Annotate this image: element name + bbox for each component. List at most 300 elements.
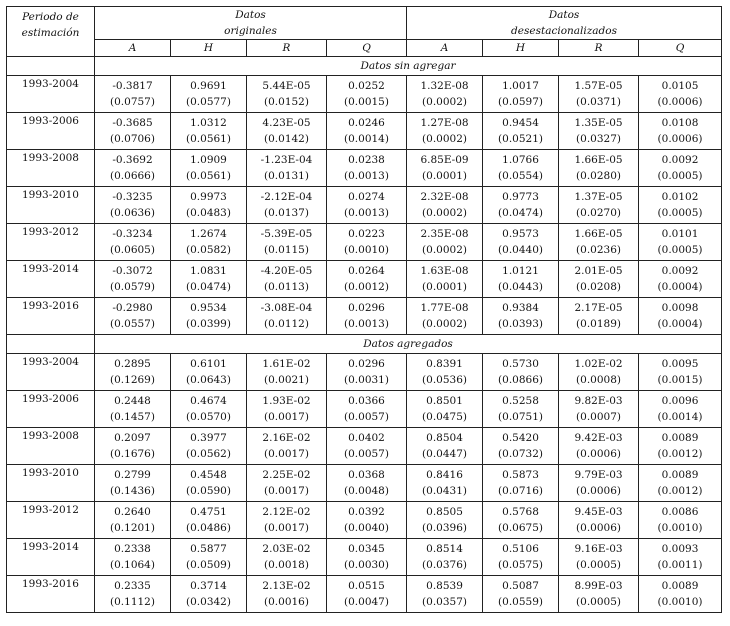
table-row bbox=[7, 76, 722, 113]
value-cell-a-des bbox=[407, 76, 483, 113]
header-row-columns bbox=[7, 40, 722, 57]
estimate-value: 0.0101 bbox=[661, 228, 699, 240]
results-table-container bbox=[6, 6, 722, 613]
period-cell: 1993-2008 bbox=[7, 428, 95, 465]
estimate-value: 0.2799 bbox=[114, 469, 151, 481]
table-row bbox=[7, 187, 722, 224]
estimate-value: 0.0089 bbox=[661, 432, 699, 444]
standard-error-value: (0.0014) bbox=[344, 133, 389, 145]
standard-error-value: (0.0005) bbox=[657, 170, 703, 182]
period-header-line1: Periodo de bbox=[22, 11, 79, 23]
value-cell-q bbox=[327, 354, 407, 391]
value-cell-q bbox=[327, 113, 407, 150]
estimate-value: 0.8514 bbox=[426, 543, 463, 555]
standard-error-value: (0.1436) bbox=[110, 485, 155, 497]
value-cell-q-des bbox=[639, 354, 722, 391]
period-cell: 1993-2016 bbox=[7, 298, 95, 335]
value-cell-q bbox=[327, 187, 407, 224]
value-cell-h bbox=[171, 298, 247, 335]
estimate-value: 0.0089 bbox=[661, 580, 699, 592]
standard-error-value: (0.0866) bbox=[498, 374, 543, 386]
standard-error-value: (0.0579) bbox=[110, 281, 155, 293]
value-cell-q bbox=[327, 465, 407, 502]
standard-error-value: (0.0006) bbox=[657, 96, 703, 108]
estimate-value: -4.20E-05 bbox=[260, 265, 313, 277]
col-header-h: H bbox=[171, 40, 247, 57]
standard-error-value: (0.0017) bbox=[264, 411, 309, 423]
estimate-value: 0.3714 bbox=[190, 580, 227, 592]
period-cell: 1993-2012 bbox=[7, 224, 95, 261]
standard-error-value: (0.0013) bbox=[344, 207, 389, 219]
estimate-value: 8.99E-03 bbox=[574, 580, 623, 592]
value-cell-h-des bbox=[483, 113, 559, 150]
standard-error-value: (0.0716) bbox=[498, 485, 543, 497]
standard-error-value: (0.0376) bbox=[422, 559, 467, 571]
period-cell: 1993-2006 bbox=[7, 113, 95, 150]
value-cell-h bbox=[171, 113, 247, 150]
standard-error-value: (0.0002) bbox=[422, 96, 467, 108]
period-cell: 1993-2012 bbox=[7, 502, 95, 539]
period-cell: 1993-2016 bbox=[7, 576, 95, 613]
col-header-q-des: Q bbox=[639, 40, 722, 57]
value-cell-a-des bbox=[407, 354, 483, 391]
table-row bbox=[7, 576, 722, 613]
value-cell-r-des bbox=[559, 576, 639, 613]
value-cell-h bbox=[171, 150, 247, 187]
value-cell-r bbox=[247, 465, 327, 502]
estimate-value: 0.5730 bbox=[502, 358, 539, 370]
standard-error-value: (0.0577) bbox=[186, 96, 231, 108]
value-cell-r-des bbox=[559, 428, 639, 465]
standard-error-value: (0.0006) bbox=[657, 133, 703, 145]
estimate-value: 0.5768 bbox=[502, 506, 539, 518]
value-cell-h-des bbox=[483, 354, 559, 391]
value-cell-h bbox=[171, 465, 247, 502]
estimate-value: 1.0766 bbox=[502, 154, 539, 166]
period-cell: 1993-2010 bbox=[7, 465, 95, 502]
estimate-value: 0.0402 bbox=[348, 432, 385, 444]
standard-error-value: (0.0142) bbox=[264, 133, 309, 145]
period-cell: 1993-2010 bbox=[7, 187, 95, 224]
standard-error-value: (0.0327) bbox=[576, 133, 621, 145]
value-cell-q-des bbox=[639, 224, 722, 261]
value-cell-a bbox=[95, 502, 171, 539]
estimate-value: 1.0909 bbox=[190, 154, 227, 166]
estimate-value: 0.0096 bbox=[661, 395, 699, 407]
value-cell-h-des bbox=[483, 298, 559, 335]
col-header-a-des: A bbox=[407, 40, 483, 57]
standard-error-value: (0.0006) bbox=[576, 448, 621, 460]
value-cell-r-des bbox=[559, 539, 639, 576]
standard-error-value: (0.0018) bbox=[264, 559, 309, 571]
estimate-value: -0.3234 bbox=[112, 228, 153, 240]
standard-error-value: (0.0048) bbox=[344, 485, 389, 497]
standard-error-value: (0.0447) bbox=[422, 448, 467, 460]
estimate-value: 1.02E-02 bbox=[574, 358, 623, 370]
col-header-q: Q bbox=[327, 40, 407, 57]
value-cell-a-des bbox=[407, 391, 483, 428]
estimate-value: 2.01E-05 bbox=[574, 265, 623, 277]
table-row bbox=[7, 465, 722, 502]
estimate-value: 0.9534 bbox=[190, 302, 227, 314]
estimate-value: 0.6101 bbox=[190, 358, 227, 370]
estimate-value: -5.39E-05 bbox=[260, 228, 313, 240]
estimate-value: 0.0092 bbox=[661, 265, 699, 277]
estimate-value: -0.3692 bbox=[112, 154, 153, 166]
period-header-line2: estimación bbox=[21, 27, 80, 39]
standard-error-value: (0.0582) bbox=[186, 244, 231, 256]
table-row bbox=[7, 354, 722, 391]
standard-error-value: (0.0057) bbox=[344, 411, 389, 423]
standard-error-value: (0.0536) bbox=[422, 374, 467, 386]
standard-error-value: (0.0732) bbox=[498, 448, 543, 460]
value-cell-h-des bbox=[483, 150, 559, 187]
value-cell-h bbox=[171, 576, 247, 613]
standard-error-value: (0.0057) bbox=[344, 448, 389, 460]
estimate-value: 0.0086 bbox=[661, 506, 699, 518]
value-cell-r bbox=[247, 150, 327, 187]
estimate-value: 0.2640 bbox=[114, 506, 151, 518]
standard-error-value: (0.0004) bbox=[657, 318, 703, 330]
standard-error-value: (0.0006) bbox=[576, 522, 621, 534]
estimate-value: 0.3977 bbox=[190, 432, 227, 444]
estimate-value: 0.0089 bbox=[661, 469, 699, 481]
value-cell-h-des bbox=[483, 502, 559, 539]
standard-error-value: (0.0393) bbox=[498, 318, 543, 330]
value-cell-h-des bbox=[483, 576, 559, 613]
group-deseasonalized-line2: desestacionalizados bbox=[511, 25, 617, 37]
estimate-value: 1.57E-05 bbox=[574, 80, 623, 92]
estimate-value: 9.42E-03 bbox=[574, 432, 623, 444]
value-cell-q-des bbox=[639, 76, 722, 113]
value-cell-a-des bbox=[407, 224, 483, 261]
standard-error-value: (0.0189) bbox=[576, 318, 621, 330]
value-cell-q-des bbox=[639, 261, 722, 298]
standard-error-value: (0.0636) bbox=[110, 207, 155, 219]
standard-error-value: (0.0757) bbox=[110, 96, 155, 108]
value-cell-a bbox=[95, 150, 171, 187]
standard-error-value: (0.0040) bbox=[344, 522, 389, 534]
estimate-value: -0.3072 bbox=[112, 265, 153, 277]
standard-error-value: (0.0706) bbox=[110, 133, 155, 145]
value-cell-a bbox=[95, 113, 171, 150]
standard-error-value: (0.1676) bbox=[110, 448, 155, 460]
value-cell-h-des bbox=[483, 428, 559, 465]
value-cell-a bbox=[95, 465, 171, 502]
estimate-value: 0.8416 bbox=[426, 469, 463, 481]
standard-error-value: (0.0005) bbox=[576, 596, 621, 608]
standard-error-value: (0.0021) bbox=[264, 374, 309, 386]
value-cell-r bbox=[247, 224, 327, 261]
estimate-value: -0.3817 bbox=[112, 80, 153, 92]
estimate-value: 0.9773 bbox=[502, 191, 539, 203]
value-cell-q-des bbox=[639, 298, 722, 335]
estimate-value: 1.93E-02 bbox=[262, 395, 311, 407]
standard-error-value: (0.0131) bbox=[264, 170, 309, 182]
period-cell: 1993-2008 bbox=[7, 150, 95, 187]
value-cell-h bbox=[171, 539, 247, 576]
section-blank-cell bbox=[7, 57, 95, 76]
estimate-value: 1.32E-08 bbox=[420, 80, 469, 92]
estimate-value: 0.5106 bbox=[502, 543, 539, 555]
value-cell-q-des bbox=[639, 150, 722, 187]
standard-error-value: (0.0002) bbox=[422, 133, 467, 145]
estimate-value: 0.4674 bbox=[190, 395, 227, 407]
period-cell: 1993-2014 bbox=[7, 261, 95, 298]
value-cell-r-des bbox=[559, 465, 639, 502]
standard-error-value: (0.0012) bbox=[657, 448, 703, 460]
value-cell-a-des bbox=[407, 298, 483, 335]
value-cell-h bbox=[171, 76, 247, 113]
estimate-value: 0.0252 bbox=[348, 80, 385, 92]
estimate-value: 0.0274 bbox=[348, 191, 385, 203]
standard-error-value: (0.1457) bbox=[110, 411, 155, 423]
estimate-value: 0.8501 bbox=[426, 395, 463, 407]
standard-error-value: (0.0015) bbox=[344, 96, 389, 108]
period-header bbox=[7, 7, 95, 57]
value-cell-a bbox=[95, 224, 171, 261]
standard-error-value: (0.0440) bbox=[498, 244, 543, 256]
estimate-value: 0.0246 bbox=[348, 117, 385, 129]
estimate-value: 0.5420 bbox=[502, 432, 539, 444]
estimate-value: 0.0368 bbox=[348, 469, 385, 481]
standard-error-value: (0.1112) bbox=[110, 596, 155, 608]
estimate-value: 0.0223 bbox=[348, 228, 385, 240]
standard-error-value: (0.0280) bbox=[576, 170, 621, 182]
estimate-value: 2.25E-02 bbox=[262, 469, 311, 481]
estimate-value: -1.23E-04 bbox=[260, 154, 313, 166]
estimate-value: 5.44E-05 bbox=[262, 80, 311, 92]
standard-error-value: (0.0561) bbox=[186, 133, 231, 145]
estimate-value: 0.2448 bbox=[114, 395, 151, 407]
estimate-value: 0.9384 bbox=[502, 302, 539, 314]
table-row bbox=[7, 391, 722, 428]
estimate-value: 0.9454 bbox=[502, 117, 539, 129]
value-cell-h-des bbox=[483, 187, 559, 224]
value-cell-h-des bbox=[483, 539, 559, 576]
standard-error-value: (0.0559) bbox=[498, 596, 543, 608]
value-cell-r-des bbox=[559, 391, 639, 428]
estimate-value: 0.4751 bbox=[190, 506, 227, 518]
standard-error-value: (0.0010) bbox=[344, 244, 389, 256]
standard-error-value: (0.0575) bbox=[498, 559, 543, 571]
standard-error-value: (0.0017) bbox=[264, 485, 309, 497]
value-cell-h bbox=[171, 224, 247, 261]
value-cell-r bbox=[247, 539, 327, 576]
results-table bbox=[6, 6, 722, 613]
value-cell-r-des bbox=[559, 187, 639, 224]
estimate-value: 0.0092 bbox=[661, 154, 699, 166]
value-cell-a bbox=[95, 428, 171, 465]
standard-error-value: (0.0001) bbox=[422, 281, 467, 293]
value-cell-r-des bbox=[559, 354, 639, 391]
estimate-value: -3.08E-04 bbox=[260, 302, 313, 314]
standard-error-value: (0.0137) bbox=[264, 207, 309, 219]
estimate-value: 0.2335 bbox=[114, 580, 151, 592]
value-cell-r bbox=[247, 354, 327, 391]
period-cell: 1993-2004 bbox=[7, 354, 95, 391]
value-cell-q-des bbox=[639, 428, 722, 465]
estimate-value: 9.16E-03 bbox=[574, 543, 623, 555]
value-cell-q-des bbox=[639, 576, 722, 613]
estimate-value: 0.0238 bbox=[348, 154, 385, 166]
standard-error-value: (0.0371) bbox=[576, 96, 621, 108]
standard-error-value: (0.0666) bbox=[110, 170, 155, 182]
value-cell-h-des bbox=[483, 76, 559, 113]
standard-error-value: (0.0001) bbox=[422, 170, 467, 182]
standard-error-value: (0.0474) bbox=[498, 207, 543, 219]
estimate-value: 0.5258 bbox=[502, 395, 539, 407]
value-cell-q bbox=[327, 391, 407, 428]
standard-error-value: (0.0002) bbox=[422, 244, 467, 256]
standard-error-value: (0.0643) bbox=[186, 374, 231, 386]
standard-error-value: (0.0017) bbox=[264, 448, 309, 460]
value-cell-a-des bbox=[407, 187, 483, 224]
header-row-groups bbox=[7, 7, 722, 40]
estimate-value: 2.03E-02 bbox=[262, 543, 311, 555]
standard-error-value: (0.0357) bbox=[422, 596, 467, 608]
standard-error-value: (0.0562) bbox=[186, 448, 231, 460]
estimate-value: 6.85E-09 bbox=[420, 154, 469, 166]
estimate-value: 0.2895 bbox=[114, 358, 151, 370]
estimate-value: 1.61E-02 bbox=[262, 358, 311, 370]
estimate-value: -0.2980 bbox=[112, 302, 153, 314]
estimate-value: 2.17E-05 bbox=[574, 302, 623, 314]
standard-error-value: (0.0396) bbox=[422, 522, 467, 534]
standard-error-value: (0.0011) bbox=[657, 559, 703, 571]
estimate-value: 0.0392 bbox=[348, 506, 385, 518]
group-original-line2: originales bbox=[224, 25, 277, 37]
standard-error-value: (0.0006) bbox=[576, 485, 621, 497]
estimate-value: 1.66E-05 bbox=[574, 228, 623, 240]
value-cell-a bbox=[95, 261, 171, 298]
estimate-value: 0.8505 bbox=[426, 506, 463, 518]
value-cell-a-des bbox=[407, 465, 483, 502]
standard-error-value: (0.0554) bbox=[498, 170, 543, 182]
estimate-value: 2.32E-08 bbox=[420, 191, 469, 203]
estimate-value: 2.16E-02 bbox=[262, 432, 311, 444]
estimate-value: 0.0345 bbox=[348, 543, 385, 555]
value-cell-a-des bbox=[407, 428, 483, 465]
value-cell-r bbox=[247, 261, 327, 298]
value-cell-r-des bbox=[559, 298, 639, 335]
table-row bbox=[7, 224, 722, 261]
estimate-value: 1.27E-08 bbox=[420, 117, 469, 129]
estimate-value: 2.35E-08 bbox=[420, 228, 469, 240]
value-cell-r-des bbox=[559, 113, 639, 150]
estimate-value: 0.8539 bbox=[426, 580, 463, 592]
table-row bbox=[7, 539, 722, 576]
table-row bbox=[7, 502, 722, 539]
value-cell-r bbox=[247, 576, 327, 613]
value-cell-r-des bbox=[559, 76, 639, 113]
estimate-value: 0.0296 bbox=[348, 358, 385, 370]
value-cell-h bbox=[171, 502, 247, 539]
value-cell-q-des bbox=[639, 502, 722, 539]
period-cell: 1993-2004 bbox=[7, 76, 95, 113]
standard-error-value: (0.0570) bbox=[186, 411, 231, 423]
value-cell-a bbox=[95, 354, 171, 391]
estimate-value: 9.45E-03 bbox=[574, 506, 623, 518]
value-cell-h-des bbox=[483, 261, 559, 298]
standard-error-value: (0.0005) bbox=[657, 244, 703, 256]
estimate-value: 0.0515 bbox=[348, 580, 385, 592]
standard-error-value: (0.0010) bbox=[657, 596, 703, 608]
value-cell-a-des bbox=[407, 150, 483, 187]
standard-error-value: (0.0236) bbox=[576, 244, 621, 256]
estimate-value: 0.0366 bbox=[348, 395, 385, 407]
table-row bbox=[7, 113, 722, 150]
standard-error-value: (0.1201) bbox=[110, 522, 155, 534]
value-cell-q-des bbox=[639, 391, 722, 428]
estimate-value: 1.37E-05 bbox=[574, 191, 623, 203]
estimate-value: 0.5877 bbox=[190, 543, 227, 555]
table-row bbox=[7, 261, 722, 298]
estimate-value: 1.66E-05 bbox=[574, 154, 623, 166]
standard-error-value: (0.0443) bbox=[498, 281, 543, 293]
group-header-original bbox=[95, 7, 407, 40]
col-header-r: R bbox=[247, 40, 327, 57]
value-cell-q-des bbox=[639, 113, 722, 150]
standard-error-value: (0.0012) bbox=[657, 485, 703, 497]
standard-error-value: (0.0005) bbox=[576, 559, 621, 571]
estimate-value: -0.3235 bbox=[112, 191, 153, 203]
estimate-value: 0.2338 bbox=[114, 543, 151, 555]
value-cell-q bbox=[327, 224, 407, 261]
estimate-value: 1.0017 bbox=[502, 80, 539, 92]
value-cell-r-des bbox=[559, 224, 639, 261]
standard-error-value: (0.0015) bbox=[657, 374, 703, 386]
estimate-value: 1.35E-05 bbox=[574, 117, 623, 129]
estimate-value: 1.0121 bbox=[502, 265, 539, 277]
value-cell-q bbox=[327, 576, 407, 613]
section-row bbox=[7, 335, 722, 354]
value-cell-r bbox=[247, 298, 327, 335]
standard-error-value: (0.0486) bbox=[186, 522, 231, 534]
standard-error-value: (0.0509) bbox=[186, 559, 231, 571]
standard-error-value: (0.0010) bbox=[657, 522, 703, 534]
value-cell-r bbox=[247, 113, 327, 150]
standard-error-value: (0.0112) bbox=[264, 318, 309, 330]
col-header-a: A bbox=[95, 40, 171, 57]
standard-error-value: (0.0004) bbox=[657, 281, 703, 293]
estimate-value: 0.0095 bbox=[661, 358, 699, 370]
group-deseasonalized-line1: Datos bbox=[548, 9, 580, 21]
value-cell-h-des bbox=[483, 465, 559, 502]
table-row bbox=[7, 150, 722, 187]
estimate-value: 0.0108 bbox=[661, 117, 699, 129]
standard-error-value: (0.0475) bbox=[422, 411, 467, 423]
standard-error-value: (0.0597) bbox=[498, 96, 543, 108]
estimate-value: 0.5873 bbox=[502, 469, 539, 481]
value-cell-r bbox=[247, 76, 327, 113]
standard-error-value: (0.0113) bbox=[264, 281, 309, 293]
value-cell-q-des bbox=[639, 187, 722, 224]
standard-error-value: (0.0208) bbox=[576, 281, 621, 293]
standard-error-value: (0.0012) bbox=[344, 281, 389, 293]
value-cell-r bbox=[247, 502, 327, 539]
standard-error-value: (0.0521) bbox=[498, 133, 543, 145]
standard-error-value: (0.0431) bbox=[422, 485, 467, 497]
estimate-value: 9.82E-03 bbox=[574, 395, 623, 407]
estimate-value: 0.9973 bbox=[190, 191, 227, 203]
estimate-value: 0.0296 bbox=[348, 302, 385, 314]
value-cell-q bbox=[327, 539, 407, 576]
standard-error-value: (0.0557) bbox=[110, 318, 155, 330]
standard-error-value: (0.0474) bbox=[186, 281, 231, 293]
value-cell-q-des bbox=[639, 465, 722, 502]
value-cell-r-des bbox=[559, 150, 639, 187]
